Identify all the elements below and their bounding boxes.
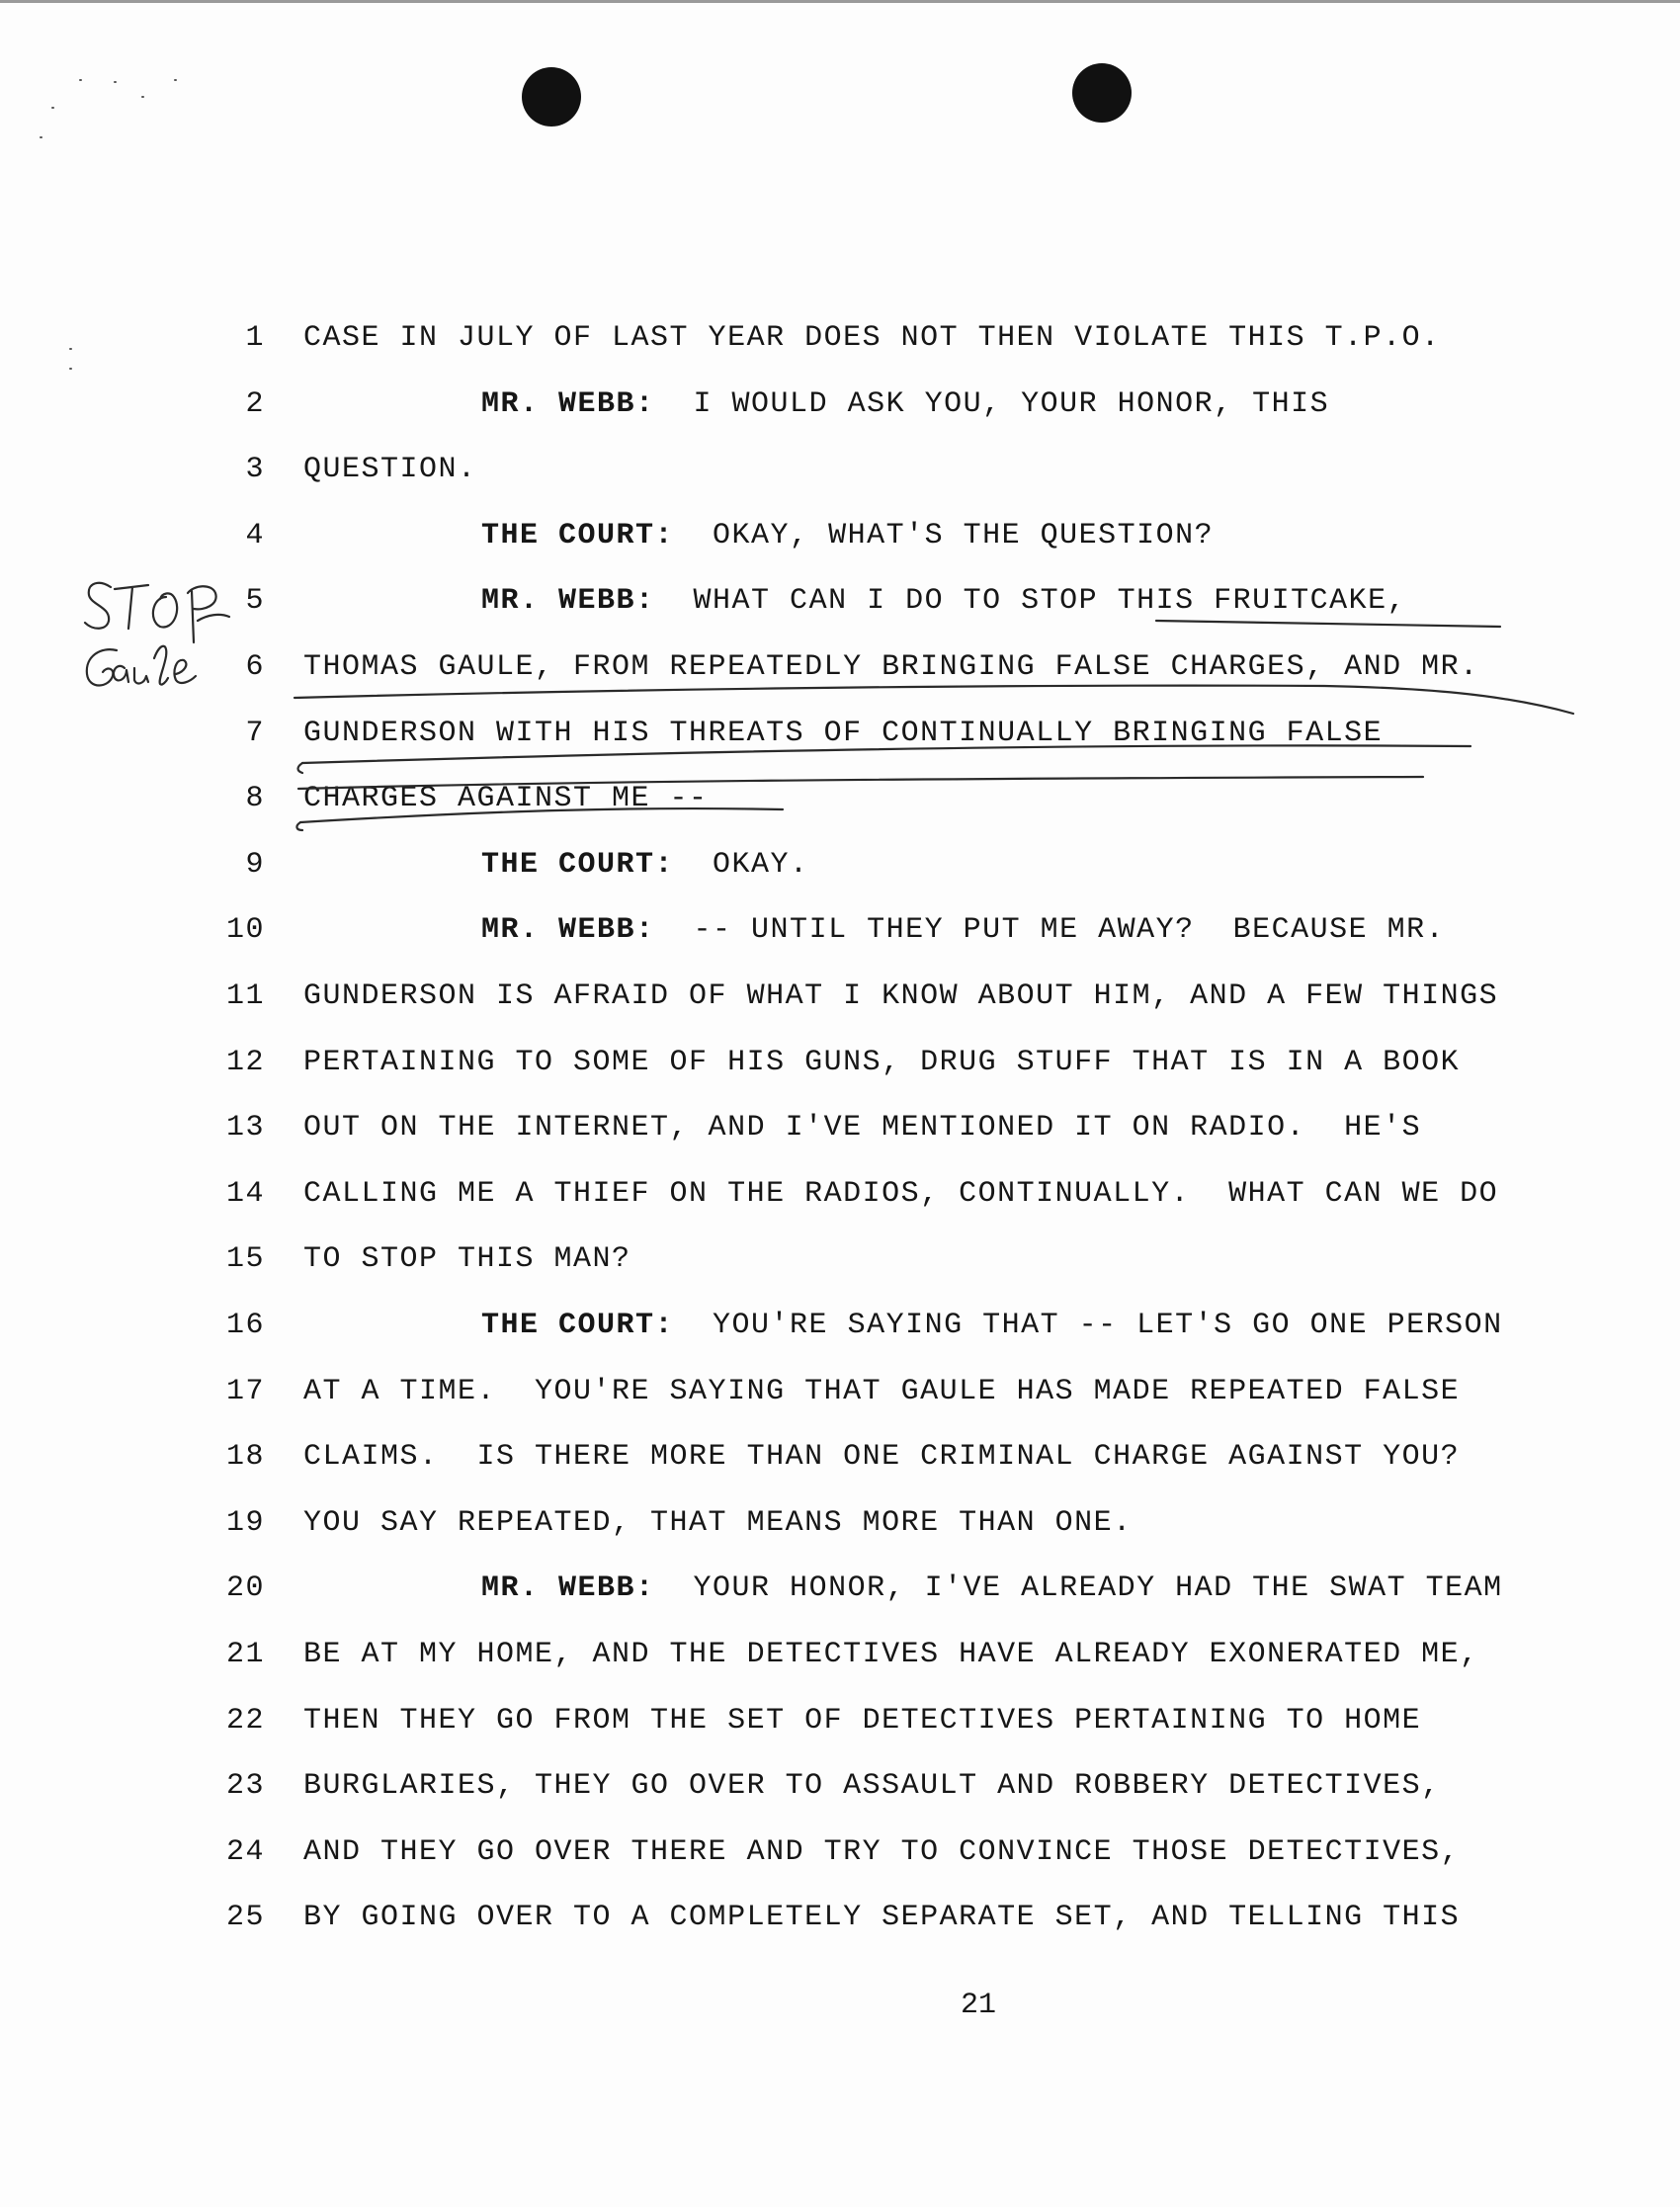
transcript-line (0, 1108, 1680, 1147)
spoken-text: BE AT MY HOME, AND THE DETECTIVES HAVE ALREADY EXONERATED ME, (303, 1638, 1479, 1671)
scan-speck (174, 79, 177, 81)
line-number: 8 (245, 782, 265, 816)
line-number: 19 (225, 1505, 265, 1540)
line-text (303, 1239, 631, 1279)
scan-speck (114, 81, 117, 83)
spoken-text: THOMAS GAULE, FROM REPEATEDLY BRINGING FALSE CHARGES, AND MR. (303, 650, 1479, 684)
speaker-label: MR. WEBB: (481, 584, 655, 619)
spoken-text: THEN THEY GO FROM THE SET OF DETECTIVES PERTAINING TO HOME (303, 1703, 1422, 1738)
scan-speck (79, 79, 82, 81)
line-text (481, 910, 1445, 950)
spoken-text: TO STOP THIS MAN? (303, 1242, 631, 1277)
line-number: 1 (245, 321, 265, 355)
spoken-text: CHARGES AGAINST ME -- (303, 782, 709, 816)
line-number: 12 (225, 1045, 265, 1079)
line-text (303, 714, 1383, 753)
line-number: 3 (245, 453, 265, 487)
line-number: 6 (245, 650, 265, 684)
line-text (303, 779, 709, 818)
transcript-line (0, 1635, 1680, 1674)
spoken-text: BY GOING OVER TO A COMPLETELY SEPARATE SET, AND TELLING THIS (303, 1901, 1461, 1935)
transcript-line (0, 1437, 1680, 1477)
line-text (481, 845, 809, 885)
scan-speck (40, 136, 42, 138)
transcript-line (0, 910, 1680, 950)
spoken-text: CLAIMS. IS THERE MORE THAN ONE CRIMINAL CHARGE AGAINST YOU? (303, 1440, 1461, 1475)
spoken-text: WHAT CAN I DO TO STOP THIS FRUITCAKE, (693, 584, 1407, 619)
transcript-line (0, 779, 1680, 818)
punch-hole-left (522, 67, 581, 127)
transcript-line (0, 1372, 1680, 1411)
transcript-line (0, 1701, 1680, 1740)
punch-hole-right (1072, 63, 1132, 123)
handwritten-underline (294, 686, 1573, 714)
transcript-line (0, 581, 1680, 621)
speaker-label: THE COURT: (481, 1309, 675, 1342)
line-text (303, 1503, 1133, 1543)
line-text (303, 647, 1479, 687)
spoken-text: GUNDERSON IS AFRAID OF WHAT I KNOW ABOUT HIM, AND A FEW THINGS (303, 979, 1499, 1013)
transcript-line (0, 1832, 1680, 1872)
line-number: 9 (245, 847, 265, 882)
line-text (481, 516, 1214, 555)
scan-speck (141, 96, 144, 98)
spoken-text: YOU'RE SAYING THAT -- LET'S GO ONE PERSON (713, 1309, 1503, 1342)
line-number: 2 (245, 386, 265, 421)
line-number: 25 (225, 1901, 265, 1935)
line-number: 5 (245, 584, 265, 619)
speaker-label: MR. WEBB: (481, 386, 655, 421)
line-number: 10 (225, 913, 265, 948)
line-text (303, 1832, 1460, 1872)
line-text (303, 1437, 1460, 1477)
line-number: 15 (225, 1242, 265, 1277)
scan-speck (51, 107, 54, 109)
spoken-text: OUT ON THE INTERNET, AND I'VE MENTIONED IT ON RADIO. HE'S (303, 1111, 1422, 1146)
line-text (303, 450, 477, 489)
line-text (303, 976, 1498, 1016)
transcript-line (0, 647, 1680, 687)
handwritten-underline (1156, 621, 1500, 627)
transcript-line (0, 1174, 1680, 1214)
transcript-line (0, 1766, 1680, 1806)
transcript-line (0, 1239, 1680, 1279)
line-number: 7 (245, 716, 265, 750)
line-number: 4 (245, 518, 265, 552)
line-text (481, 384, 1329, 424)
spoken-text: QUESTION. (303, 453, 477, 487)
scan-speck (69, 368, 72, 370)
line-text (303, 318, 1441, 358)
spoken-text: BURGLARIES, THEY GO OVER TO ASSAULT AND ROBBERY DETECTIVES, (303, 1769, 1441, 1804)
line-number: 14 (225, 1176, 265, 1211)
spoken-text: CALLING ME A THIEF ON THE RADIOS, CONTINUALLY. WHAT CAN WE DO (303, 1176, 1499, 1211)
transcript-line (0, 450, 1680, 489)
handwritten-hook (296, 822, 302, 830)
line-text (303, 1174, 1498, 1214)
line-number: 21 (225, 1638, 265, 1671)
speaker-label: THE COURT: (481, 847, 675, 882)
speaker-label: MR. WEBB: (481, 913, 655, 948)
line-text (303, 1372, 1460, 1411)
spoken-text: OKAY. (713, 847, 809, 882)
line-number: 13 (225, 1111, 265, 1146)
spoken-text: AT A TIME. YOU'RE SAYING THAT GAULE HAS MADE REPEATED FALSE (303, 1374, 1461, 1408)
line-number: 18 (225, 1440, 265, 1475)
spoken-text: YOU SAY REPEATED, THAT MEANS MORE THAN ONE. (303, 1505, 1133, 1540)
transcript-line (0, 1043, 1680, 1082)
line-text (303, 1635, 1479, 1674)
transcript-line (0, 976, 1680, 1016)
speaker-label: THE COURT: (481, 518, 675, 552)
transcript-line (0, 1503, 1680, 1543)
transcript-line (0, 516, 1680, 555)
speaker-label: MR. WEBB: (481, 1571, 655, 1606)
line-text (303, 1766, 1441, 1806)
line-text (481, 1306, 1503, 1345)
spoken-text: AND THEY GO OVER THERE AND TRY TO CONVINCE THOSE DETECTIVES, (303, 1834, 1461, 1869)
spoken-text: CASE IN JULY OF LAST YEAR DOES NOT THEN VIOLATE THIS T.P.O. (303, 321, 1441, 355)
spoken-text: PERTAINING TO SOME OF HIS GUNS, DRUG STUFF THAT IS IN A BOOK (303, 1045, 1461, 1079)
line-number: 22 (225, 1703, 265, 1738)
transcript-line (0, 1898, 1680, 1937)
transcript-line (0, 1306, 1680, 1345)
line-number: 17 (225, 1374, 265, 1408)
line-number: 11 (225, 979, 265, 1013)
spoken-text: -- UNTIL THEY PUT ME AWAY? BECAUSE MR. (693, 913, 1446, 948)
page-number: 21 (960, 1989, 996, 2022)
transcript-line (0, 1569, 1680, 1608)
transcript-line (0, 384, 1680, 424)
line-number: 20 (225, 1571, 265, 1606)
line-text (481, 581, 1406, 621)
spoken-text: OKAY, WHAT'S THE QUESTION? (713, 518, 1215, 552)
line-text (303, 1043, 1460, 1082)
line-text (303, 1898, 1460, 1937)
line-text (303, 1701, 1421, 1740)
line-text (303, 1108, 1421, 1147)
line-number: 24 (225, 1834, 265, 1869)
spoken-text: GUNDERSON WITH HIS THREATS OF CONTINUALLY BRINGING FALSE (303, 716, 1384, 750)
handwritten-hook (298, 763, 303, 773)
spoken-text: YOUR HONOR, I'VE ALREADY HAD THE SWAT TEAM (693, 1571, 1503, 1606)
transcript-line (0, 845, 1680, 885)
spoken-text: I WOULD ASK YOU, YOUR HONOR, THIS (693, 386, 1330, 421)
line-text (481, 1569, 1503, 1608)
transcript-line (0, 318, 1680, 358)
line-number: 23 (225, 1769, 265, 1804)
line-number: 16 (225, 1309, 265, 1342)
scan-top-edge (0, 0, 1680, 3)
transcript-line (0, 714, 1680, 753)
